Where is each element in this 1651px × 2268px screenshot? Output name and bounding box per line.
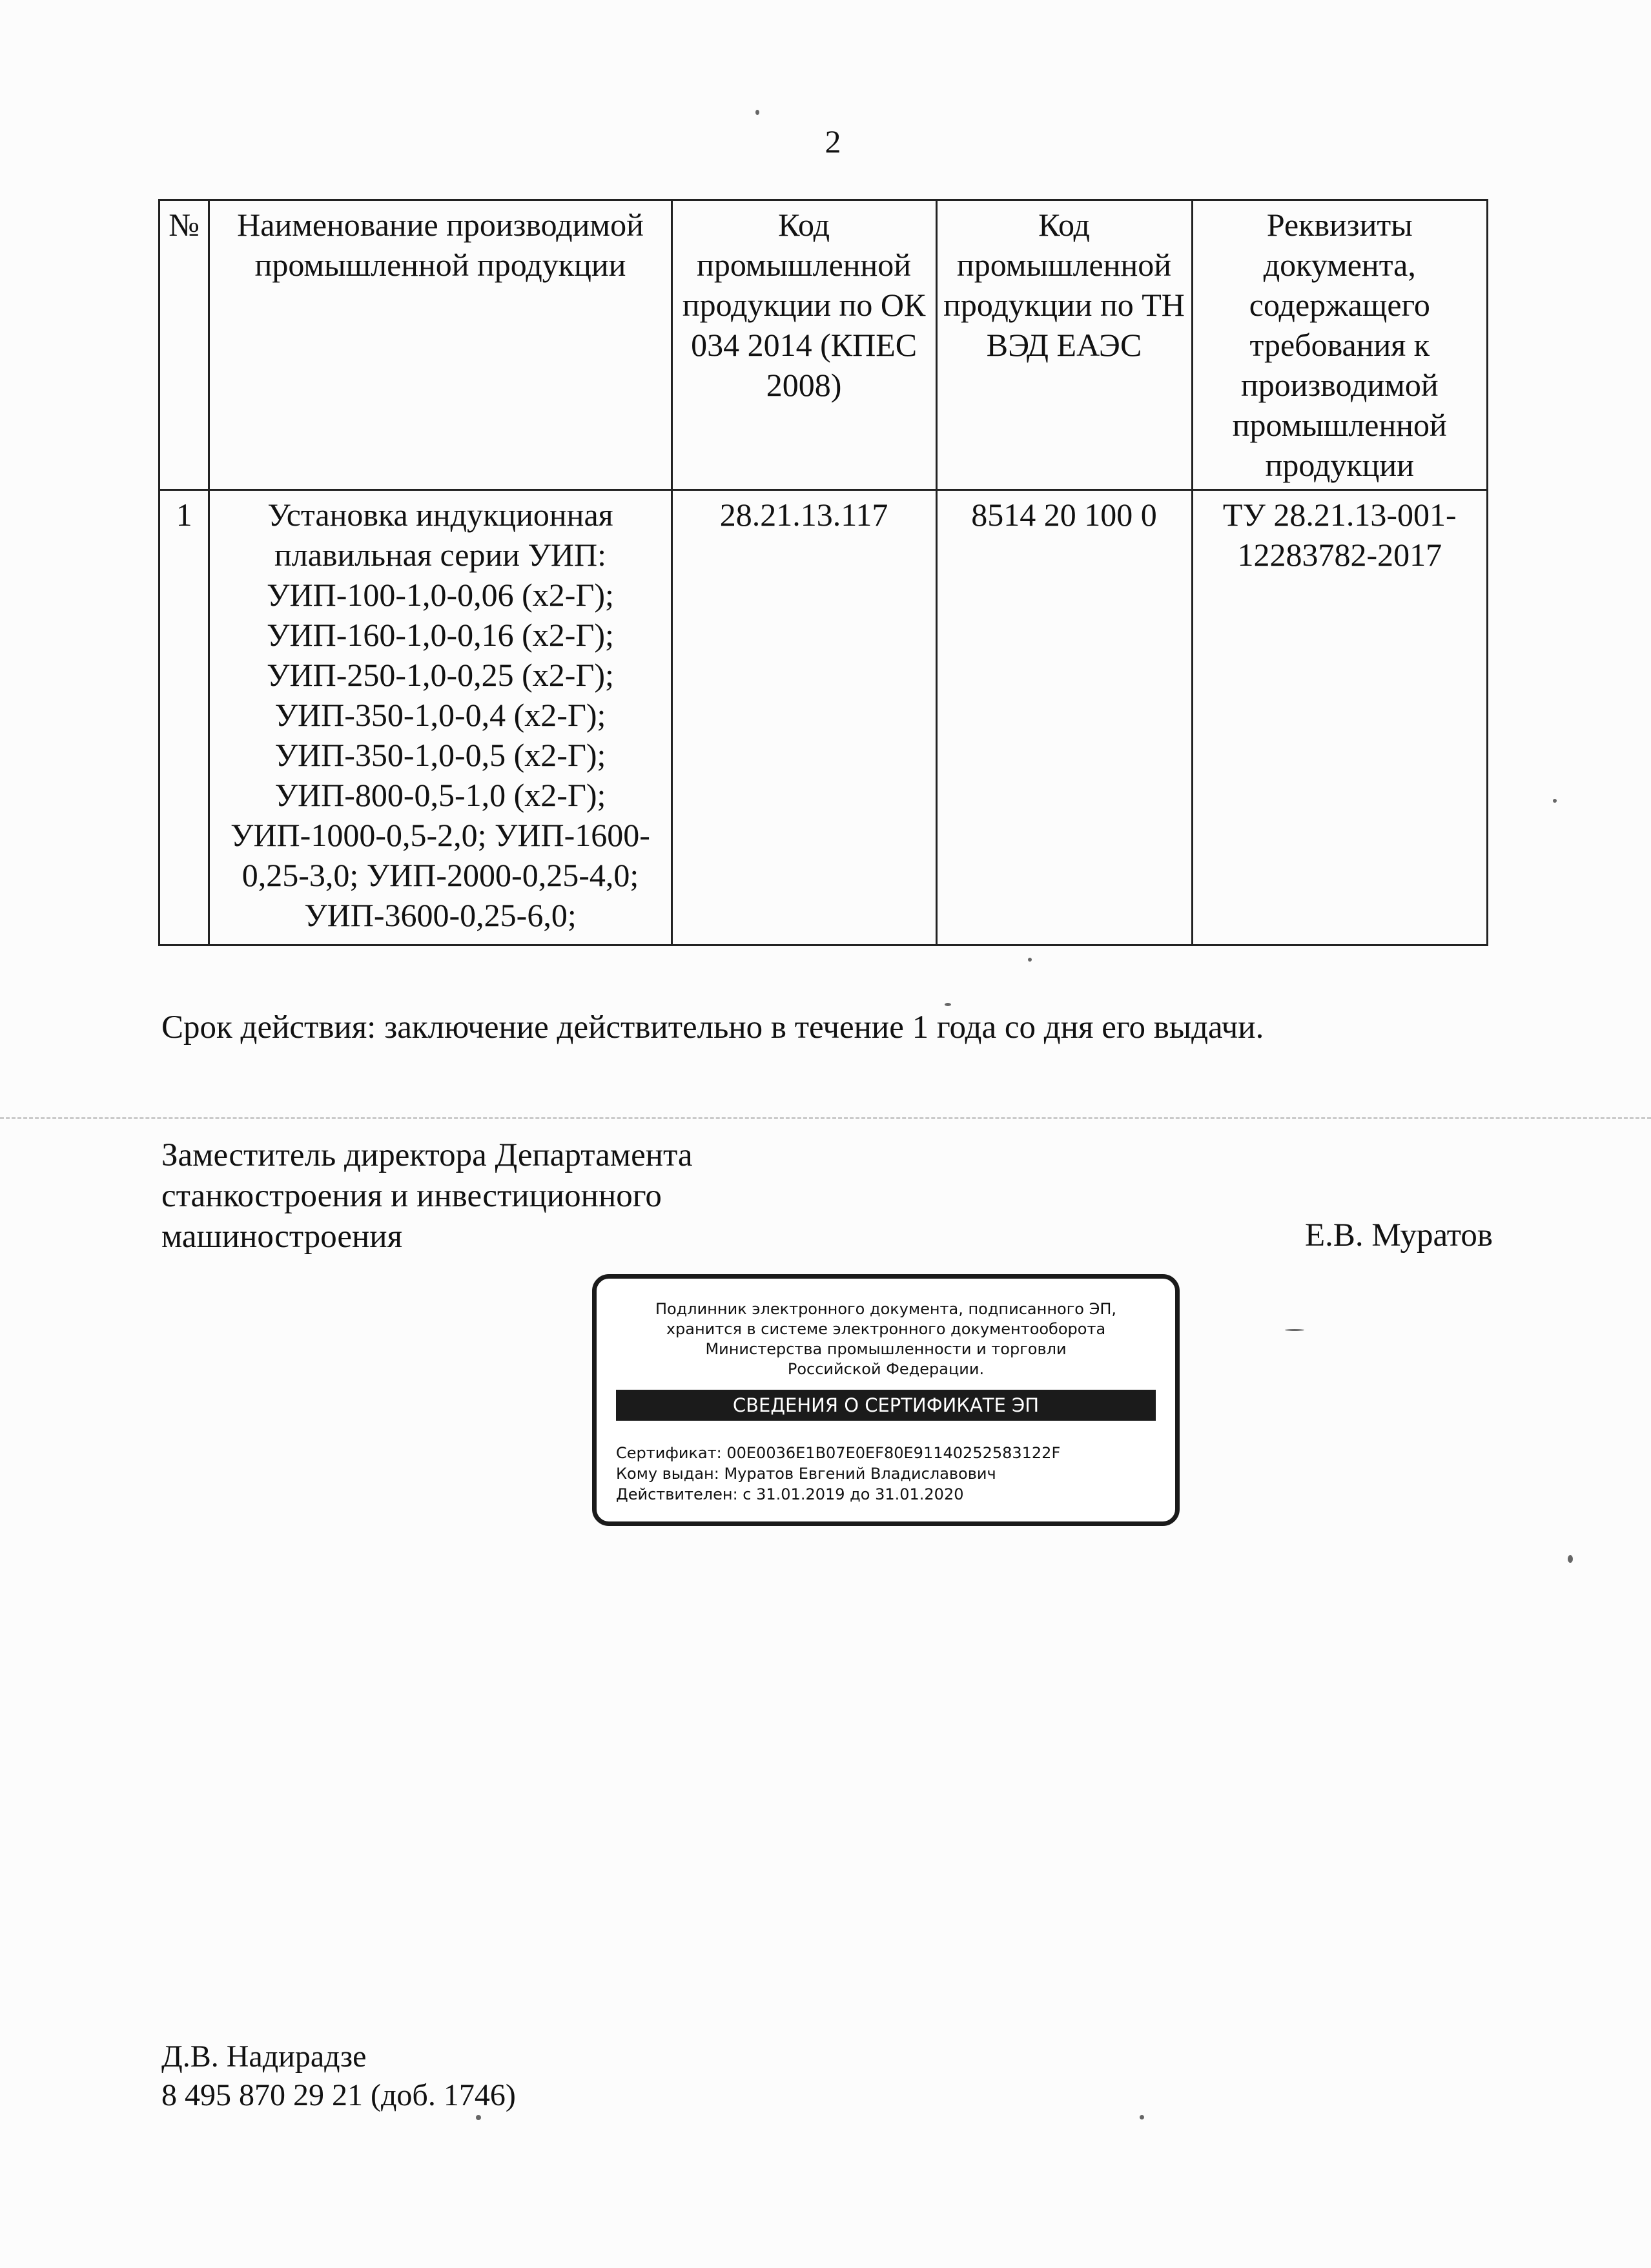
validity-statement: Срок действия: заключение действительно в течение 1 года со дня его выдачи. xyxy=(161,1009,1264,1046)
certificate-number: Сертификат: 00E0036E1B07E0EF80E91140252583122F xyxy=(616,1444,1061,1462)
executor-name: Д.В. Надирадзе xyxy=(161,2039,367,2074)
signer-title-line: машиностроения xyxy=(161,1219,403,1255)
certificate-owner: Кому выдан: Муратов Евгений Владиславович xyxy=(616,1465,996,1483)
stamp-caption-line: Подлинник электронного документа, подписанного ЭП, xyxy=(655,1300,1117,1318)
stamp-certificate-details xyxy=(616,1443,1162,1505)
certificate-validity: Действителен: с 31.01.2019 до 31.01.2020 xyxy=(616,1485,964,1503)
signer-name: Е.В. Муратов xyxy=(1304,1217,1493,1253)
header-product-name: Наименование производимой промышленной продукции xyxy=(209,200,672,490)
header-okpd-code: Код промышленной продукции по ОК 034 2014 (КПЕС 2008) xyxy=(672,200,936,490)
signer-title-line: Заместитель директора Департамента xyxy=(161,1137,693,1173)
row-number: 1 xyxy=(159,490,209,945)
fold-line xyxy=(0,1117,1651,1119)
scan-speck xyxy=(1140,2115,1144,2119)
table-header-row xyxy=(159,200,1488,490)
signer-title-line: станкостроения и инвестиционного xyxy=(161,1178,662,1214)
stamp-caption-line: хранится в системе электронного документооборота xyxy=(666,1320,1106,1338)
scan-speck xyxy=(1568,1555,1573,1563)
signer-title xyxy=(161,1135,1001,1257)
scan-speck xyxy=(1553,799,1557,803)
row-okpd-code: 28.21.13.117 xyxy=(672,490,936,945)
executor-phone: 8 495 870 29 21 (доб. 1746) xyxy=(161,2078,516,2112)
table-row xyxy=(159,490,1488,945)
scan-speck xyxy=(1028,958,1032,962)
row-tnved-code: 8514 20 100 0 xyxy=(936,490,1192,945)
scan-speck xyxy=(1285,1329,1304,1331)
scan-speck xyxy=(945,1003,951,1006)
header-requirements-doc: Реквизиты документа, содержащего требования к производимой промышленной продукции xyxy=(1192,200,1487,490)
header-tnved-code: Код промышленной продукции по ТН ВЭД ЕАЭС xyxy=(936,200,1192,490)
stamp-caption-line: Министерства промышленности и торговли xyxy=(705,1340,1067,1358)
stamp-caption-line: Российской Федерации. xyxy=(787,1360,985,1378)
page-number: 2 xyxy=(825,123,841,160)
executor-contact xyxy=(161,2037,516,2115)
electronic-signature-stamp xyxy=(592,1274,1180,1526)
stamp-caption xyxy=(610,1299,1162,1379)
products-table xyxy=(158,199,1488,946)
stamp-certificate-header: СВЕДЕНИЯ О СЕРТИФИКАТЕ ЭП xyxy=(616,1390,1156,1421)
scan-speck xyxy=(755,110,759,115)
row-product-name: Установка индукционная плавильная серии УИП: УИП-100-1,0-0,06 (х2-Г); УИП-160-1,0-0,16 (х2-Г); УИП-250-1,0-0,25 (х2-Г); УИП-350-1,0-0,4 (х2-Г); УИП-350-1,0-0,5 (х2-Г); УИП-800-0,5-1,0 (х2-Г); УИП-1000-0,5-2,0; УИП-1600-0,25-3,0; УИП-2000-0,25-4,0; УИП-3600-0,25-6,0; xyxy=(209,490,672,945)
row-requirements-doc: ТУ 28.21.13-001-12283782-2017 xyxy=(1192,490,1487,945)
header-number: № xyxy=(159,200,209,490)
scan-speck xyxy=(476,2115,481,2120)
